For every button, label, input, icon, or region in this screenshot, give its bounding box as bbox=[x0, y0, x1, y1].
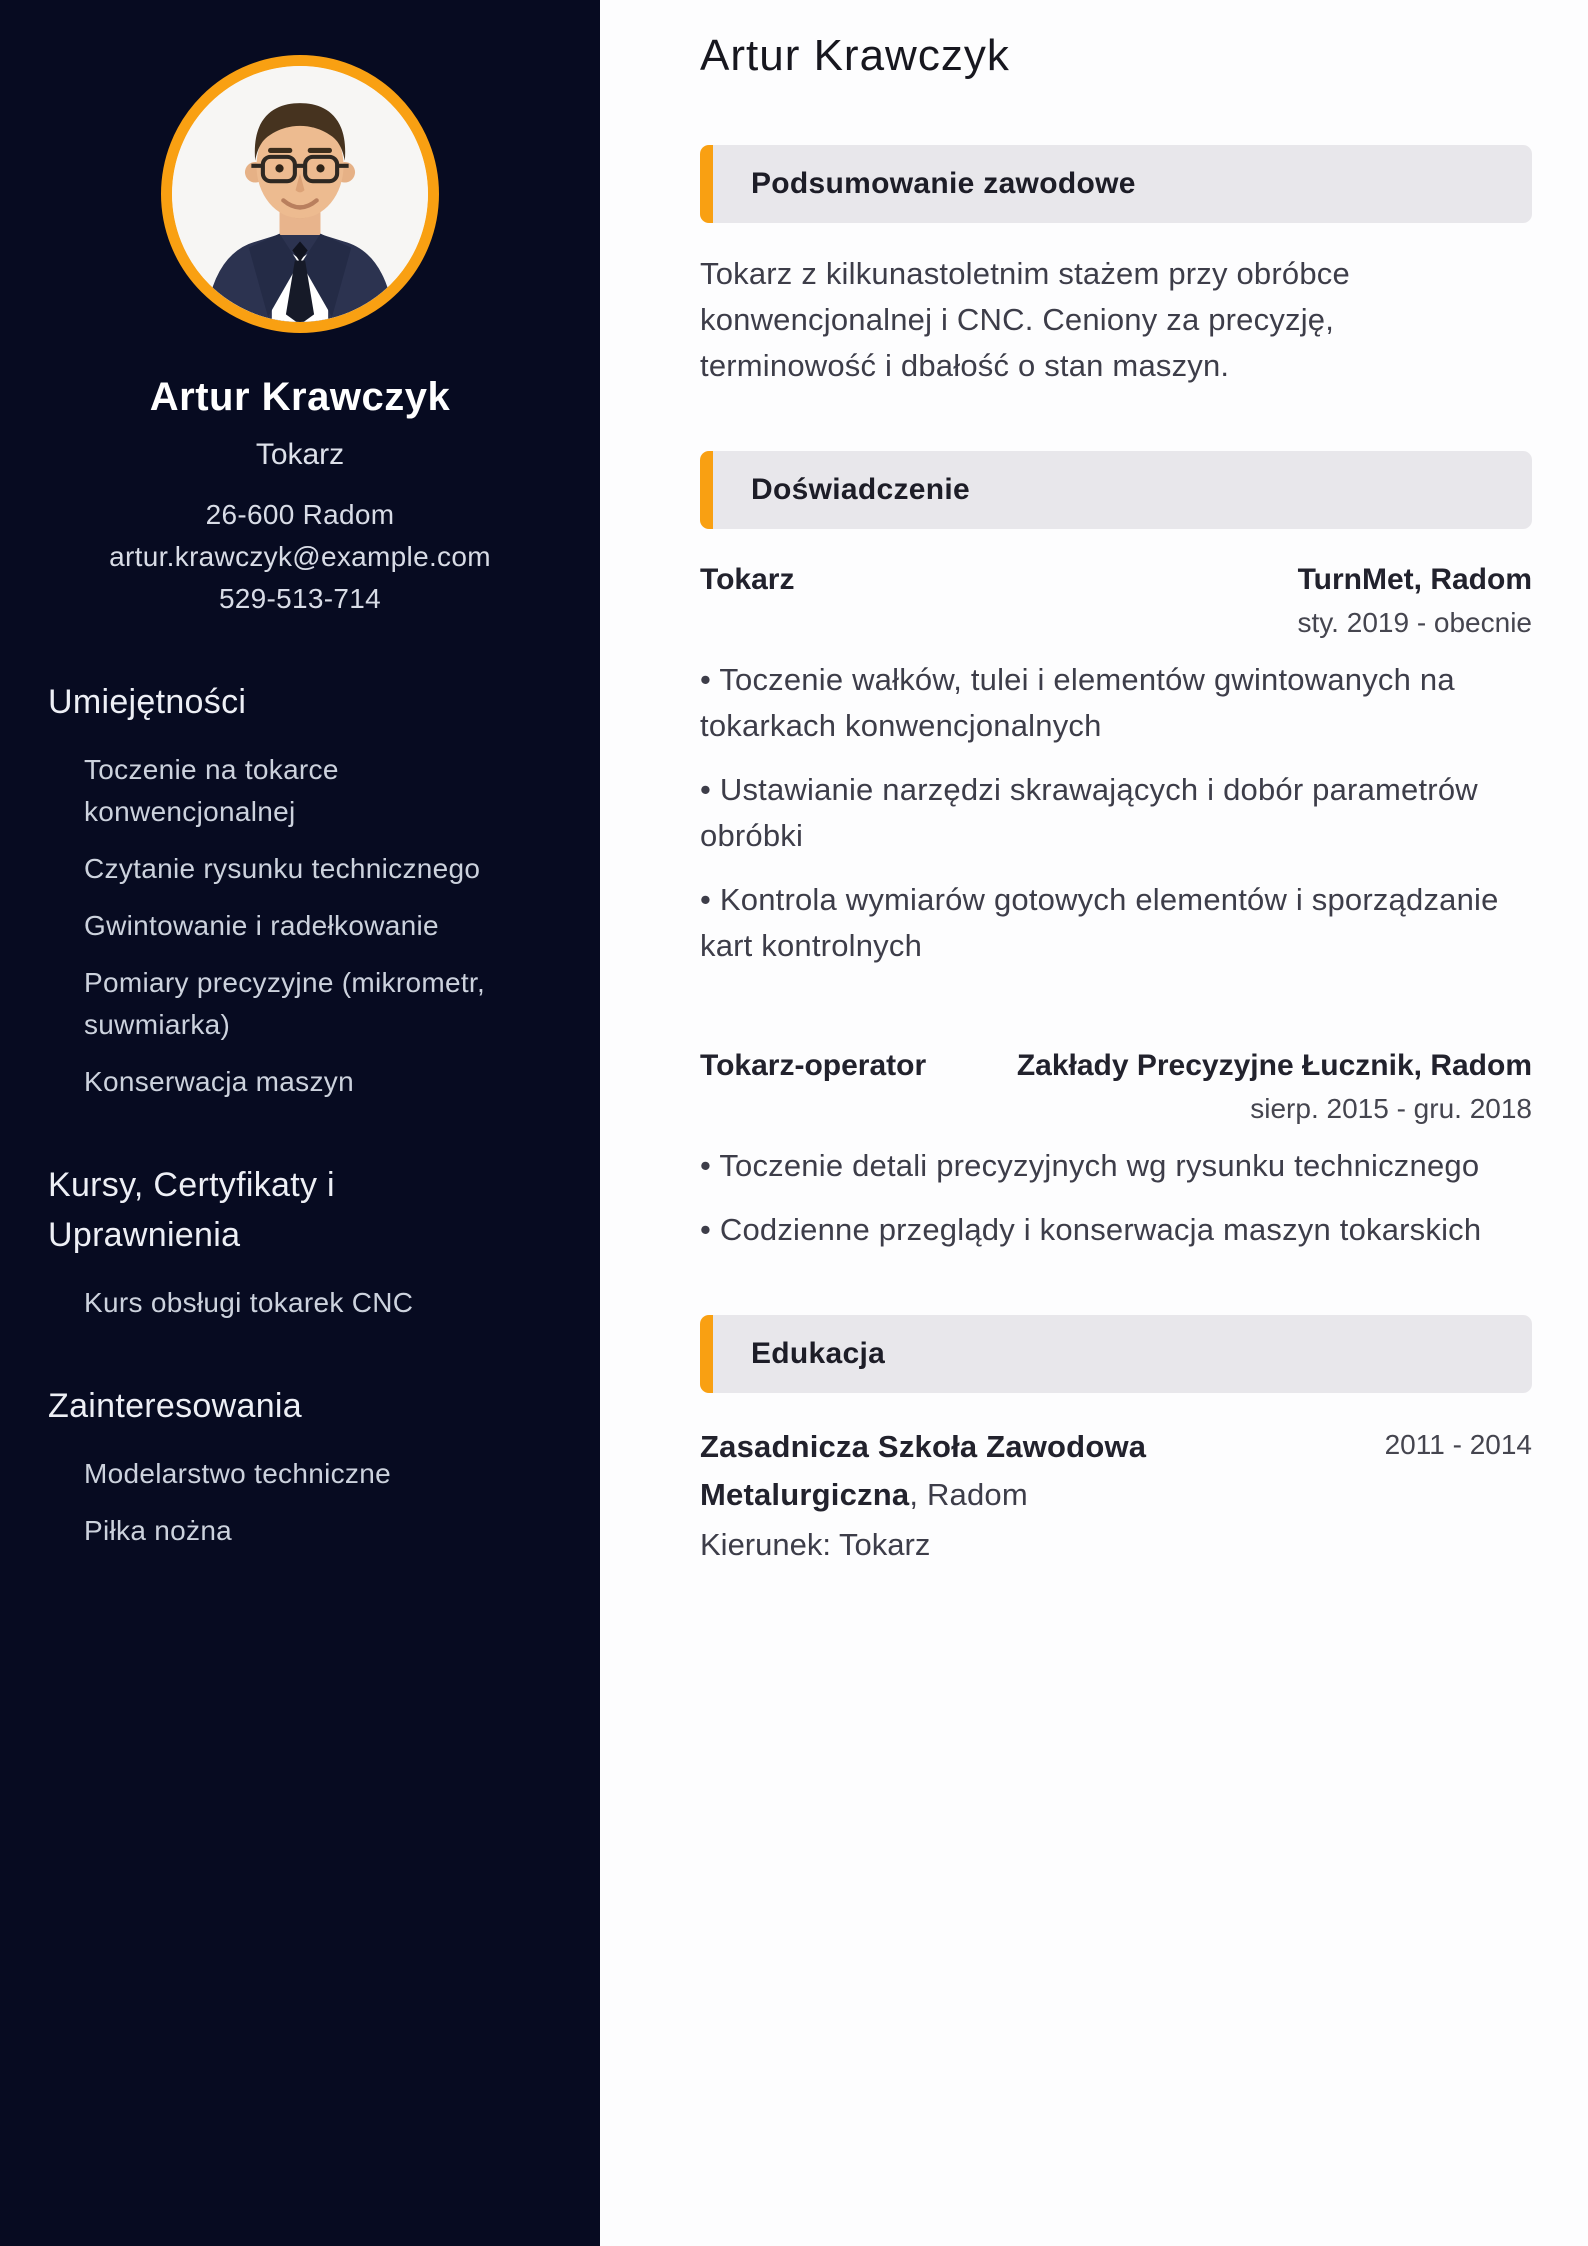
sidebar-section bbox=[48, 1161, 560, 1324]
experience-entry bbox=[700, 1049, 1532, 1253]
sidebar-list-item: Gwintowanie i radełkowanie bbox=[84, 910, 439, 942]
page-title: Artur Krawczyk bbox=[700, 31, 1010, 80]
job-dates: sty. 2019 - obecnie bbox=[1297, 606, 1532, 638]
contact-phone: 529-513-714 bbox=[218, 583, 382, 614]
job-bullets bbox=[700, 1143, 1532, 1253]
summary-text: Tokarz z kilkunastoletnim stażem przy obróbce konwencjonalnej i CNC. Ceniony za precyzję, terminowość i dbałość o stan maszyn. bbox=[700, 255, 1350, 383]
education-school-name: Zasadnicza Szkoła Zawodowa Metalurgiczna bbox=[700, 1428, 1147, 1512]
section-header-experience bbox=[700, 451, 1532, 529]
education-entry bbox=[700, 1423, 1532, 1519]
job-company: TurnMet, Radom bbox=[1297, 562, 1532, 596]
experience-heading: Doświadczenie bbox=[751, 472, 970, 506]
sidebar-list-item: Toczenie na tokarce konwencjonalnej bbox=[84, 754, 339, 828]
job-company: Zakłady Precyzyjne Łucznik, Radom bbox=[1016, 1048, 1532, 1082]
contact-address: 26-600 Radom bbox=[205, 499, 395, 530]
education-school bbox=[700, 1423, 1180, 1519]
summary-heading: Podsumowanie zawodowe bbox=[751, 166, 1136, 200]
sidebar-list-item: Czytanie rysunku technicznego bbox=[84, 853, 481, 885]
profile-photo bbox=[172, 66, 428, 322]
job-bullet: • Ustawianie narzędzi skrawających i dobór parametrów obróbki bbox=[700, 767, 1500, 859]
sidebar-section-list bbox=[48, 1282, 560, 1324]
sidebar-section-list bbox=[48, 1453, 560, 1552]
sidebar-sections bbox=[0, 678, 600, 1552]
job-bullet: • Codzienne przeglądy i konserwacja maszyn tokarskich bbox=[700, 1207, 1500, 1253]
profile-photo-ring bbox=[161, 55, 439, 333]
sidebar-section-list bbox=[48, 749, 560, 1103]
section-header-summary bbox=[700, 145, 1532, 223]
job-title: Tokarz-operator bbox=[700, 1048, 927, 1082]
job-bullets bbox=[700, 657, 1532, 969]
sidebar-section-title: Zainteresowania bbox=[48, 1386, 302, 1425]
sidebar-name: Artur Krawczyk bbox=[149, 375, 451, 419]
education-dates: 2011 - 2014 bbox=[1384, 1428, 1532, 1460]
sidebar bbox=[0, 0, 600, 2246]
job-header bbox=[700, 1049, 1532, 1083]
education-heading: Edukacja bbox=[751, 1336, 886, 1370]
sidebar-section bbox=[48, 1382, 560, 1552]
section-header-education bbox=[700, 1315, 1532, 1393]
job-header bbox=[700, 563, 1532, 597]
sidebar-section-title: Kursy, Certyfikaty i Uprawnienia bbox=[48, 1166, 335, 1254]
job-bullet: • Toczenie detali precyzyjnych wg rysunku technicznego bbox=[700, 1143, 1500, 1189]
contact-email: artur.krawczyk@example.com bbox=[109, 541, 491, 572]
main-content bbox=[600, 0, 1588, 2246]
job-title: Tokarz bbox=[700, 562, 795, 596]
job-bullet: • Toczenie wałków, tulei i elementów gwintowanych na tokarkach konwencjonalnych bbox=[700, 657, 1500, 749]
sidebar-section-title: Umiejętności bbox=[48, 683, 247, 721]
experience-entry bbox=[700, 563, 1532, 969]
sidebar-list-item: Kurs obsługi tokarek CNC bbox=[84, 1286, 414, 1318]
contact-block bbox=[0, 494, 600, 620]
job-bullet: • Kontrola wymiarów gotowych elementów i sporządzanie kart kontrolnych bbox=[700, 877, 1500, 969]
sidebar-list-item: Konserwacja maszyn bbox=[84, 1066, 354, 1098]
education-field: Kierunek: Tokarz bbox=[700, 1526, 931, 1562]
experience-jobs bbox=[700, 563, 1532, 1253]
sidebar-role: Tokarz bbox=[255, 438, 345, 471]
sidebar-section bbox=[48, 678, 560, 1103]
sidebar-list-item: Modelarstwo techniczne bbox=[84, 1458, 391, 1490]
job-dates: sierp. 2015 - gru. 2018 bbox=[1250, 1092, 1532, 1124]
sidebar-list-item: Pomiary precyzyjne (mikrometr, suwmiarka) bbox=[84, 967, 486, 1041]
sidebar-list-item: Piłka nożna bbox=[84, 1515, 233, 1547]
education-school-location: , Radom bbox=[909, 1476, 1028, 1512]
